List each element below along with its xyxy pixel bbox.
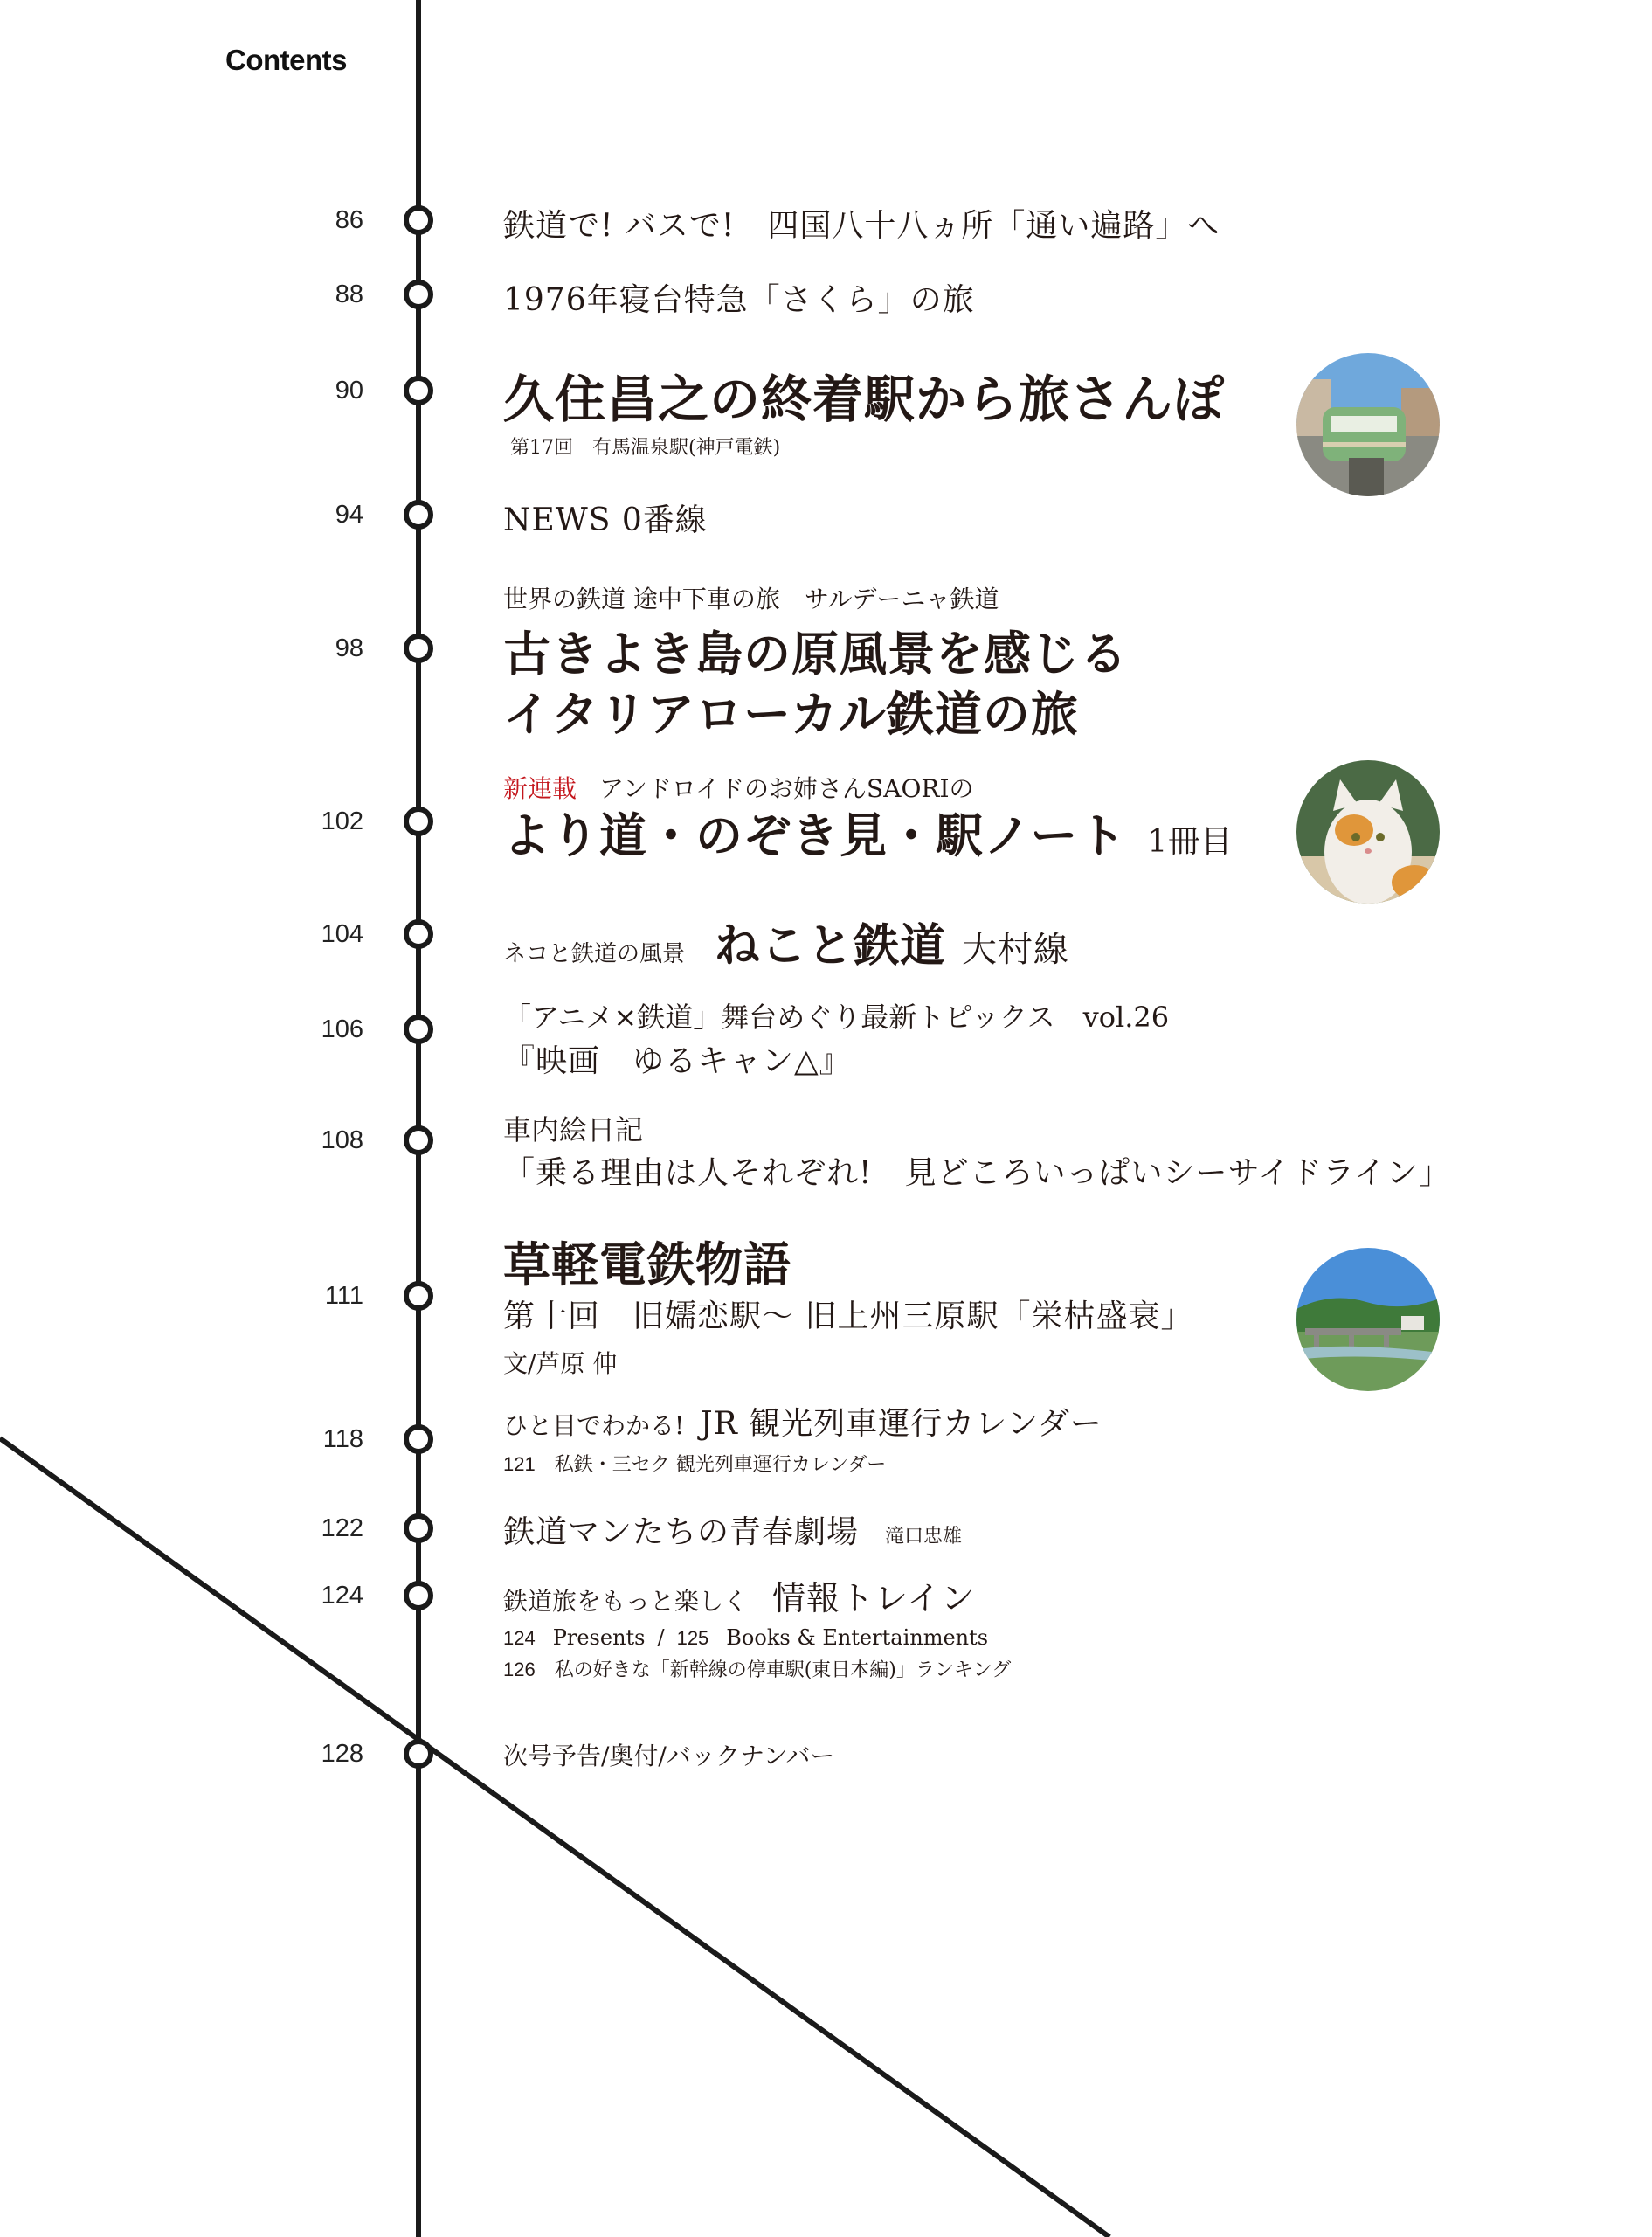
entry-subline[interactable]	[503, 1625, 988, 1650]
diagonal-route-line	[0, 1438, 1109, 2237]
sub-page-number: 125	[676, 1627, 709, 1649]
new-series-badge: 新連載	[503, 774, 577, 803]
entry-subtitle: Presents	[552, 1625, 646, 1650]
entry-title-line2[interactable]: イタリアローカル鉄道の旅	[503, 686, 1079, 742]
station-marker	[406, 1742, 431, 1766]
station-marker	[406, 282, 431, 307]
entry-title[interactable]: NEWS 0番線	[503, 502, 708, 538]
entry-title[interactable]: 次号予告/奥付/バックナンバー	[503, 1742, 835, 1770]
entry-title: 情報トレイン	[772, 1579, 976, 1617]
entry-title-line[interactable]	[503, 909, 1069, 974]
station-marker	[406, 1017, 431, 1042]
cat-photo	[1296, 760, 1440, 904]
entry-title: JR 観光列車運行カレンダー	[700, 1406, 1102, 1442]
page-number: 88	[335, 280, 363, 308]
station-marker	[406, 1128, 431, 1153]
entry-subtitle: 私鉄・三セク 観光列車運行カレンダー	[554, 1454, 887, 1476]
page-number: 86	[335, 206, 363, 234]
station-marker	[406, 378, 431, 403]
entry-title-line[interactable]	[503, 1399, 1102, 1444]
entry-line1[interactable]: 「アニメ×鉄道」舞台めぐり最新トピックス vol.26	[503, 1001, 1170, 1034]
station-marker	[406, 922, 431, 946]
station-marker	[406, 208, 431, 232]
page-number: 128	[321, 1740, 363, 1768]
entry-line1: 車内絵日記	[503, 1113, 644, 1146]
page-number: 90	[335, 377, 363, 405]
station-marker	[406, 636, 431, 661]
contents-heading: Contents	[225, 44, 347, 76]
entry-title-line[interactable]	[503, 799, 1233, 866]
entry-suffix: 1冊目	[1147, 824, 1234, 860]
entry-subtitle: Books & Entertainments	[726, 1625, 989, 1650]
entry-subtitle: 第17回 有馬温泉駅(神戸電鉄)	[510, 437, 781, 459]
station-marker	[406, 502, 431, 527]
entry-line2[interactable]: 「乗る理由は人それぞれ! 見どころいっぱいシーサイドライン」	[503, 1155, 1451, 1191]
entry-author: 文/芦原 伸	[503, 1349, 618, 1378]
page-number: 98	[335, 634, 363, 662]
station-marker	[406, 1516, 431, 1541]
page-number: 118	[322, 1425, 363, 1453]
entry-subtitle: 私の好きな「新幹線の停車駅(東日本編)」ランキング	[554, 1659, 1012, 1681]
train-station-photo	[1296, 353, 1440, 496]
entry-line2[interactable]: 第十回 旧嬬恋駅〜 旧上州三原駅「栄枯盛衰」	[503, 1299, 1193, 1334]
entry-line2[interactable]: 『映画 ゆるキャン△』	[503, 1043, 852, 1079]
entry-title[interactable]: 鉄道で! バスで! 四国八十八ヵ所「通い遍路」へ	[503, 208, 1220, 244]
entry-title-line1[interactable]: 古きよき島の原風景を感じる	[503, 626, 1128, 682]
entry-kicker: アンドロイドのお姉さんSAORIの	[599, 774, 974, 803]
entry-title: 鉄道マンたちの青春劇場	[503, 1514, 860, 1550]
entry-title[interactable]: 久住昌之の終着駅から旅さんぽ	[503, 370, 1226, 429]
page-number: 102	[321, 807, 363, 835]
entry-suffix: 大村線	[962, 930, 1070, 970]
station-marker	[406, 1583, 431, 1608]
station-marker	[406, 809, 431, 834]
station-marker	[406, 1284, 431, 1308]
page-number: 94	[335, 501, 363, 529]
entry-title: ねこと鉄道	[715, 919, 947, 973]
sub-page-number: 124	[503, 1627, 536, 1649]
page-number: 122	[321, 1514, 363, 1542]
entry-title-line[interactable]	[503, 1571, 975, 1619]
entry-kicker: ひと目でわかる!	[503, 1411, 685, 1440]
entry-title[interactable]: 草軽電鉄物語	[503, 1236, 791, 1292]
sub-page-number: 126	[503, 1659, 536, 1680]
entry-subline[interactable]	[503, 1655, 1011, 1682]
page-number: 111	[324, 1282, 363, 1310]
separator: /	[657, 1625, 665, 1650]
page-number: 106	[321, 1015, 363, 1043]
entry-author: 滝口忠雄	[885, 1526, 963, 1548]
entry-kicker: ネコと鉄道の風景	[503, 941, 686, 967]
station-marker	[406, 1427, 431, 1451]
page-number: 124	[321, 1582, 363, 1610]
page-number: 104	[321, 920, 363, 948]
entry-kicker: 鉄道旅をもっと楽しく	[503, 1587, 749, 1616]
entry-kicker: 世界の鉄道 途中下車の旅 サルデーニャ鉄道	[503, 585, 999, 613]
entry-title[interactable]: 1976年寝台特急「さくら」の旅	[503, 282, 975, 318]
page-number: 108	[321, 1126, 363, 1154]
sub-page-number: 121	[503, 1453, 536, 1475]
entry-title: より道・のぞき見・駅ノート	[503, 807, 1127, 863]
bridge-landscape-photo	[1296, 1248, 1440, 1391]
entry-title-line[interactable]	[503, 1507, 962, 1552]
entry-subline[interactable]	[503, 1450, 886, 1477]
